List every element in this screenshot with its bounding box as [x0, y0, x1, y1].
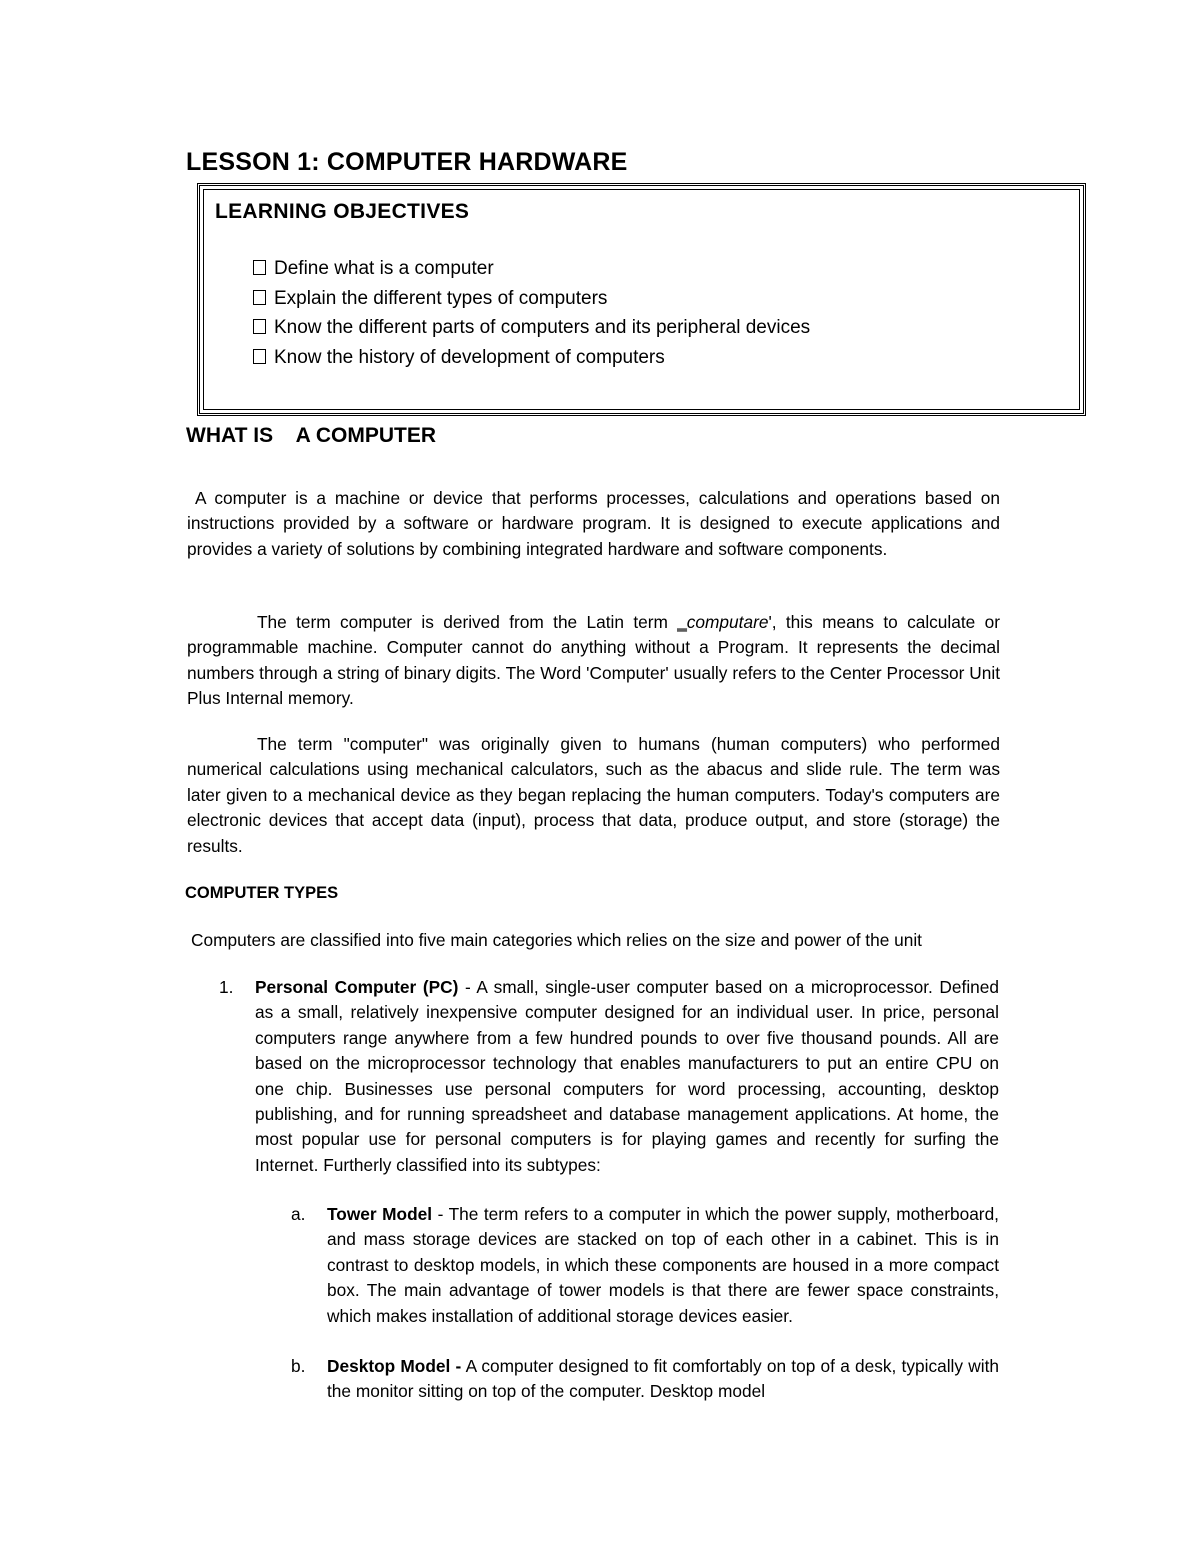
objective-text: Define what is a computer: [274, 258, 494, 279]
sublist-item-desktop-model: [327, 1354, 999, 1405]
objective-item: [253, 254, 810, 284]
objective-text: Know the history of development of computers: [274, 346, 665, 368]
learning-objectives-box: [197, 183, 1086, 416]
lesson-title: LESSON 1: COMPUTER HARDWARE: [186, 148, 628, 176]
objective-item: [253, 284, 810, 314]
computer-types-heading: COMPUTER TYPES: [185, 884, 339, 902]
term-personal-computer: Personal Computer (PC): [255, 977, 459, 997]
paragraph-etymology-part1: The term computer is derived from the Latin term ‗: [257, 612, 687, 632]
list-item-personal-computer: [255, 975, 999, 1178]
objective-text: Explain the different types of computers: [274, 287, 608, 309]
sublist-letter-b: b.: [291, 1356, 306, 1376]
bullet-box-icon: [253, 319, 266, 334]
objective-item: [253, 313, 810, 343]
paragraph-definition: A computer is a machine or device that performs processes, calculations and operations based on instructions provided by a software or hardware program. It is designed to execute applications and provides a variety of solutions by combining integrated hardware and software components.: [187, 488, 1000, 559]
objective-item: [253, 343, 810, 373]
bullet-box-icon: [253, 290, 266, 305]
term-tower-model: Tower Model: [327, 1204, 433, 1224]
paragraph-etymology: [187, 610, 1000, 712]
sublist-item-tower-model: [327, 1202, 999, 1329]
list-number-1: 1.: [219, 977, 234, 997]
description-desktop-model: A computer designed to fit comfortably on top of a desk, typically with the monitor sitting on top of the computer. Desktop model: [327, 1356, 999, 1402]
sublist-letter-a: a.: [291, 1204, 306, 1224]
objective-text: Know the different parts of computers and its peripheral devices: [274, 317, 811, 339]
description-tower-model: - The term refers to a computer in which the power supply, motherboard, and mass storage devices are stacked on top of each other in a cabinet. This is in contrast to desktop models, in which these components are housed in a more compact box. The main advantage of tower models is that there are fewer space constraints, which makes installation of additional storage devices easier.: [327, 1204, 999, 1326]
section-heading-what-is-computer: WHAT IS A COMPUTER: [186, 424, 437, 447]
learning-objectives-list: [253, 254, 810, 372]
computer-types-intro: Computers are classified into five main categories which relies on the size and power of the unit: [191, 930, 922, 950]
term-desktop-model: Desktop Model -: [327, 1356, 462, 1376]
learning-objectives-heading: LEARNING OBJECTIVES: [215, 200, 470, 223]
bullet-box-icon: [253, 260, 266, 275]
paragraph-etymology-part2: ', this means to calculate or programmable machine. Computer cannot do anything without a Program. It represents the decimal numbers through a string of binary digits. The Word 'Computer' usually refers to the Center Processor Unit Plus Internal memory.: [187, 612, 1000, 709]
description-personal-computer: - A small, single-user computer based on a microprocessor. Defined as a small, relatively inexpensive computer designed for an individual user. In price, personal computers range anywhere from a few hundred pounds to over five thousand pounds. All are based on the microprocessor technology that enables manufacturers to put an entire CPU on one chip. Businesses use personal computers for word processing, accounting, desktop publishing, and for running spreadsheet and database management applications. At home, the most popular use for personal computers is for playing games and recently for surfing the Internet. Furtherly classified into its subtypes:: [255, 977, 999, 1175]
bullet-box-icon: [253, 349, 266, 364]
paragraph-history: The term "computer" was originally given to humans (human computers) who performed numerical calculations using mechanical calculators, such as the abacus and slide rule. The term was later given to a mechanical device as they began replacing the human computers. Today's computers are electronic devices that accept data (input), process that data, produce output, and store (storage) the results.: [187, 734, 1000, 856]
latin-term: computare: [686, 612, 769, 632]
